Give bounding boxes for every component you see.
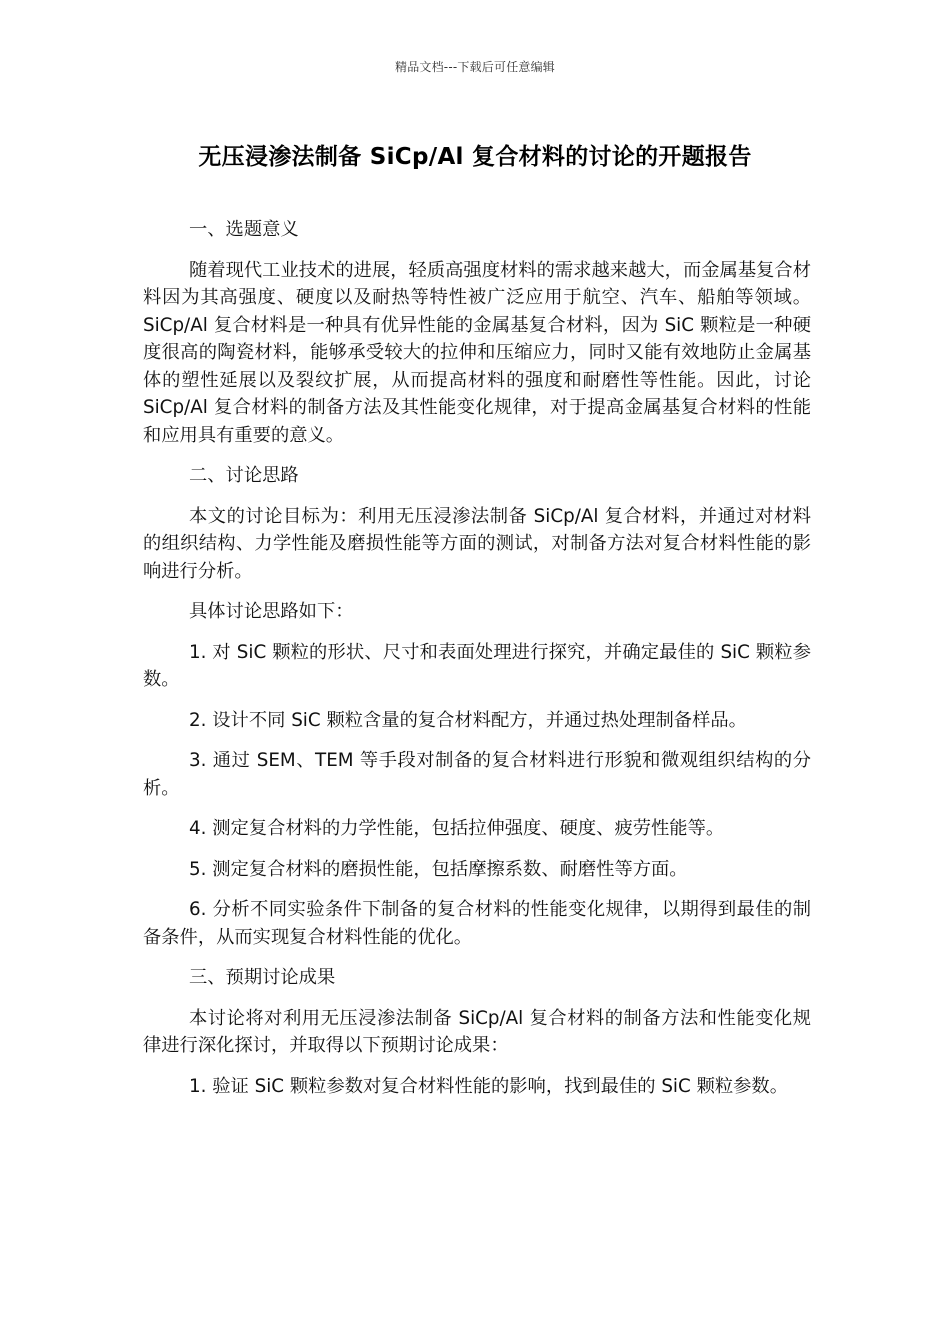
header-note: 精品文档---下载后可任意编辑 xyxy=(395,60,555,74)
section-heading-approach: 二、讨论思路 xyxy=(189,465,299,486)
paragraph-approach-intro: 具体讨论思路如下： xyxy=(189,601,354,622)
list-item-approach-6: 6. 分析不同实验条件下制备的复合材料的性能变化规律，以期得到最佳的制备条件，从而实现复合材料性能的优化。 xyxy=(143,899,811,948)
section-heading-expected-results: 三、预期讨论成果 xyxy=(189,967,336,988)
paragraph-objective: 本文的讨论目标为：利用无压浸渗法制备 SiCp/Al 复合材料，并通过对材料的组织结构、力学性能及磨损性能等方面的测试，对制备方法对复合材料性能的影响进行分析。 xyxy=(143,505,811,582)
paragraph-significance: 随着现代工业技术的进展，轻质高强度材料的需求越来越大，而金属基复合材料因为其高强度、硬度以及耐热等特性被广泛应用于航空、汽车、船舶等领域。SiCp/Al 复合材料是一种具有优异性能的金属基复合材料，因为 SiC 颗粒是一种硬度很高的陶瓷材料，能够承受较大的拉伸和压缩应力，同时又能有效地防止金属基体的塑性延展以及裂纹扩展，从而提高材料的强度和耐磨性等性能。因此，讨论 SiCp/Al 复合材料的制备方法及其性能变化规律，对于提高金属基复合材料的性能和应用具有重要的意义。 xyxy=(143,259,811,446)
paragraph-expected-intro: 本讨论将对利用无压浸渗法制备 SiCp/Al 复合材料的制备方法和性能变化规律进行深化探讨，并取得以下预期讨论成果： xyxy=(143,1007,811,1056)
document-body xyxy=(143,216,811,1113)
list-item-approach-4: 4. 测定复合材料的力学性能，包括拉伸强度、硬度、疲劳性能等。 xyxy=(189,818,725,839)
list-item-expected-1: 1. 验证 SiC 颗粒参数对复合材料性能的影响，找到最佳的 SiC 颗粒参数。 xyxy=(189,1075,788,1097)
list-item-approach-2: 2. 设计不同 SiC 颗粒含量的复合材料配方，并通过热处理制备样品。 xyxy=(189,709,747,731)
list-item-approach-1: 1. 对 SiC 颗粒的形状、尺寸和表面处理进行探究，并确定最佳的 SiC 颗粒参数。 xyxy=(143,641,811,690)
section-heading-significance: 一、选题意义 xyxy=(189,219,299,240)
list-item-approach-3: 3. 通过 SEM、TEM 等手段对制备的复合材料进行形貌和微观组织结构的分析。 xyxy=(143,750,811,799)
document-title: 无压浸渗法制备 SiCp/Al 复合材料的讨论的开题报告 xyxy=(198,144,752,170)
list-item-approach-5: 5. 测定复合材料的磨损性能，包括摩擦系数、耐磨性等方面。 xyxy=(189,858,688,880)
